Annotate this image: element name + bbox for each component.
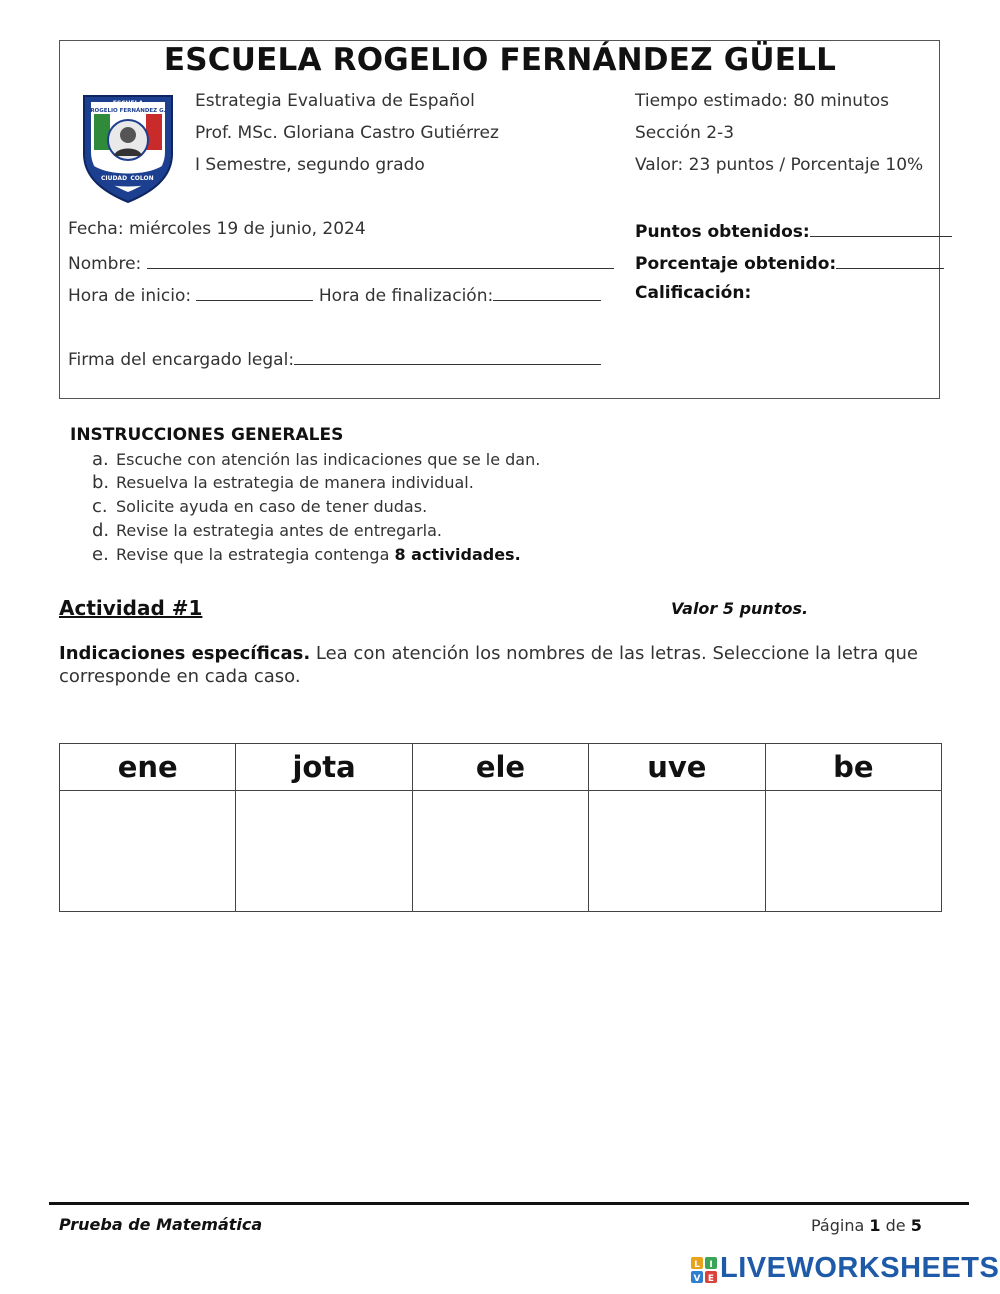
footer-subject: Prueba de Matemática bbox=[59, 1215, 263, 1234]
instruction-bold: 8 actividades. bbox=[394, 545, 521, 564]
page-total: 5 bbox=[910, 1216, 922, 1235]
end-time-label: Hora de finalización: bbox=[318, 286, 494, 306]
indications-label: Indicaciones específicas. bbox=[59, 643, 311, 664]
name-label: Nombre: bbox=[68, 254, 142, 274]
instruction-text: Revise la estrategia antes de entregarla. bbox=[116, 521, 442, 540]
instruction-item bbox=[92, 472, 474, 493]
instruction-text: Revise que la estrategia contenga bbox=[116, 545, 395, 564]
footer-rule bbox=[49, 1202, 969, 1205]
letter-name-cell: uve bbox=[589, 744, 765, 791]
seal-text-top: ESCUELA bbox=[112, 100, 144, 107]
page-number bbox=[811, 1216, 922, 1235]
page-mid: de bbox=[880, 1216, 911, 1235]
page-prefix: Página bbox=[811, 1216, 870, 1235]
grade-label: Calificación: bbox=[635, 283, 752, 303]
teacher-line: Prof. MSc. Gloriana Castro Gutiérrez bbox=[195, 123, 499, 143]
instruction-item bbox=[92, 496, 427, 517]
instruction-item bbox=[92, 449, 540, 470]
start-time-label: Hora de inicio: bbox=[68, 286, 192, 306]
end-time-blank[interactable] bbox=[493, 283, 601, 301]
value-line: Valor: 23 puntos / Porcentaje 10% bbox=[635, 155, 924, 175]
semester-line: I Semestre, segundo grado bbox=[195, 155, 425, 175]
instruction-marker: b. bbox=[92, 472, 110, 493]
seal-text-colon: COLON bbox=[130, 175, 154, 182]
signature-label: Firma del encargado legal: bbox=[68, 350, 295, 370]
instruction-marker: e. bbox=[92, 544, 109, 565]
seal-text-city: CIUDAD bbox=[100, 175, 128, 182]
svg-text:I: I bbox=[709, 1260, 713, 1270]
signature-field[interactable] bbox=[68, 347, 601, 370]
points-field[interactable] bbox=[635, 219, 952, 242]
name-field[interactable] bbox=[68, 251, 614, 274]
page-current: 1 bbox=[869, 1216, 881, 1235]
date-line: Fecha: miércoles 19 de junio, 2024 bbox=[68, 219, 366, 239]
time-fields bbox=[68, 283, 601, 306]
start-time-blank[interactable] bbox=[196, 283, 313, 301]
letter-name-cell: be bbox=[765, 744, 941, 791]
activity-indications bbox=[59, 642, 949, 688]
activity-value: Valor 5 puntos. bbox=[671, 599, 809, 618]
section-line: Sección 2-3 bbox=[635, 123, 735, 143]
letter-name-cell: ele bbox=[412, 744, 588, 791]
school-title: ESCUELA ROGELIO FERNÁNDEZ GÜELL bbox=[163, 42, 837, 78]
signature-blank[interactable] bbox=[294, 347, 601, 365]
answer-cell-uve[interactable] bbox=[589, 791, 765, 912]
instruction-item bbox=[92, 520, 442, 541]
percentage-label: Porcentaje obtenido: bbox=[635, 254, 837, 274]
instruction-item bbox=[92, 544, 521, 565]
indications-text: Lea con atención los nombres de las letras. Seleccione la letra que corresponde en cada caso. bbox=[59, 643, 919, 687]
instruction-text: Resuelva la estrategia de manera individual. bbox=[116, 473, 474, 492]
seal-text-name: ROGELIO FERNÁNDEZ G. bbox=[90, 108, 166, 114]
activity-title: Actividad #1 bbox=[59, 596, 203, 620]
time-line: Tiempo estimado: 80 minutos bbox=[635, 91, 889, 111]
liveworksheets-brand[interactable]: LIVEWORKSHEETS bbox=[720, 1252, 1000, 1284]
letters-table bbox=[59, 743, 942, 912]
school-seal-icon bbox=[80, 92, 176, 204]
svg-text:L: L bbox=[694, 1260, 700, 1270]
name-blank[interactable] bbox=[147, 251, 614, 269]
instruction-text: Solicite ayuda en caso de tener dudas. bbox=[116, 497, 428, 516]
answer-cell-ene[interactable] bbox=[60, 791, 236, 912]
instruction-marker: a. bbox=[92, 449, 109, 470]
letter-name-cell: jota bbox=[236, 744, 412, 791]
course-line: Estrategia Evaluativa de Español bbox=[195, 91, 475, 111]
answer-cell-ele[interactable] bbox=[412, 791, 588, 912]
answer-cell-jota[interactable] bbox=[236, 791, 412, 912]
points-blank[interactable] bbox=[810, 219, 952, 237]
points-label: Puntos obtenidos: bbox=[635, 222, 810, 242]
instruction-marker: d. bbox=[92, 520, 110, 541]
instructions-title: INSTRUCCIONES GENERALES bbox=[70, 425, 344, 445]
percentage-field[interactable] bbox=[635, 251, 944, 274]
svg-text:E: E bbox=[707, 1274, 715, 1283]
instruction-marker: c. bbox=[92, 496, 108, 517]
instruction-text: Escuche con atención las indicaciones que se le dan. bbox=[116, 450, 541, 469]
answer-cell-be[interactable] bbox=[765, 791, 941, 912]
liveworksheets-logo-icon bbox=[691, 1257, 717, 1283]
percentage-blank[interactable] bbox=[836, 251, 944, 269]
svg-text:V: V bbox=[693, 1274, 701, 1283]
letter-name-cell: ene bbox=[60, 744, 236, 791]
